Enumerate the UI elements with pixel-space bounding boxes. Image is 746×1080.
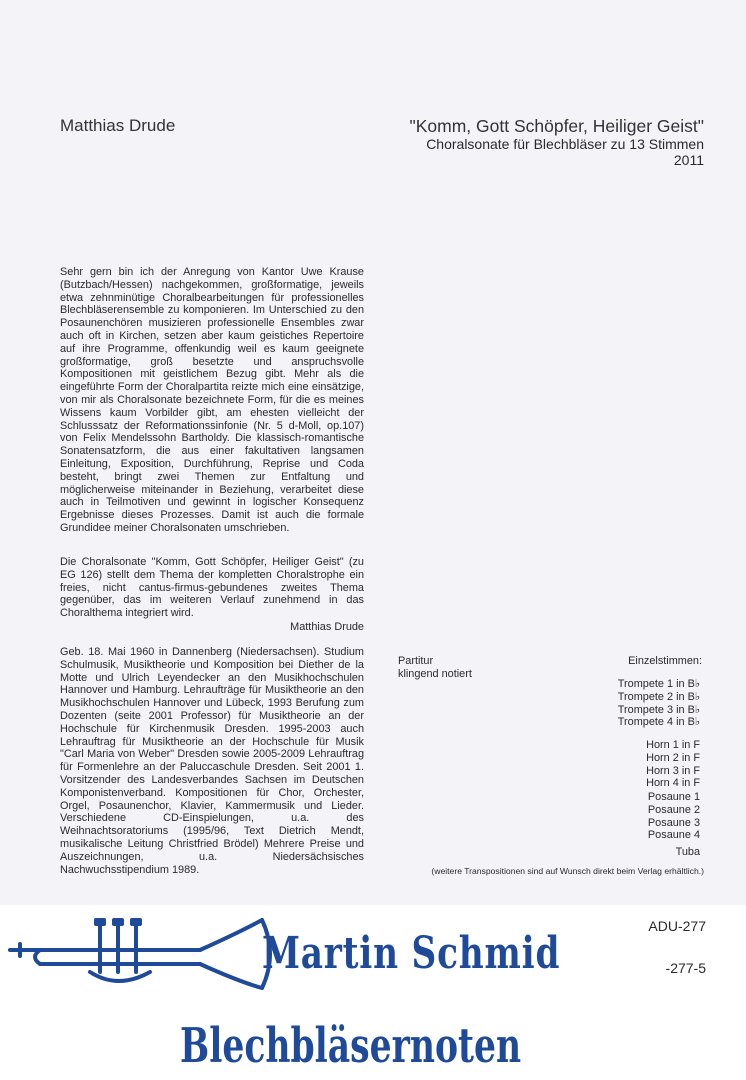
part-item: Posaune 3 — [647, 816, 700, 829]
klingend-label: klingend notiert — [398, 667, 472, 680]
trumpet-parts — [618, 678, 700, 729]
horn-parts — [646, 739, 700, 790]
score-info — [398, 655, 472, 681]
trombone-parts — [648, 791, 700, 842]
signature: Matthias Drude — [290, 621, 364, 633]
partitur-label: Partitur — [398, 655, 434, 667]
publisher-tagline: Blechbläsernoten — [180, 1018, 522, 1074]
biography-text: Geb. 18. Mai 1960 in Dannenberg (Niedersachsen). Studium Schulmusik, Musiktheorie und Komposition bei Diether de la Motte und Ulrich Leyendecker an den Musikhochschulen Hannover und Hamburg. Lehraufträge für Musiktheorie an den Musikhochschulen Hannover und Lübeck, 1993 Berufung zum Dozenten (seite 2001 Professor) für Musiktheorie an der Hochschule für Kirchenmusik Dresden. 1995-2003 auch Lehrauftrag für Musiktheorie an der Hochschule für Musik "Carl Maria von Weber" Dresden sowie 2005-2009 Lehrauftrag für Formenlehre an der Paluccaschule Dresden. Seit 2001 1. Vorsitzender des Landesverbandes Sachsen im Deutschen Komponistenverband. Kompositionen für Chor, Orchester, Orgel, Posaunenchor, Klavier, Kammermusik und Lieder. Verschiedene CD-Einspielungen, u.a. des Weihnachtsoratoriums (1995/96, Text Dietrich Mendt, musikalische Leitung Christfried Brödel) Mehrere Preise und Auszeichnungen, u.a. Niedersächsisches Nachwuchsstipendium 1989. — [60, 646, 364, 876]
part-item: Trompete 1 in B♭ — [617, 678, 700, 690]
parts-heading: Einzelstimmen: — [628, 655, 702, 667]
transposition-note: (weitere Transpositionen sind auf Wunsch direkt beim Verlag erhältlich.) — [431, 866, 704, 876]
description-paragraph-2 — [60, 556, 364, 620]
catalog-code: ADU-277 — [648, 918, 706, 934]
biography — [60, 646, 364, 876]
trumpet-logo-icon — [0, 912, 290, 992]
part-item: Posaune 4 — [647, 829, 700, 842]
publisher-name: Martin Schmid — [262, 928, 561, 979]
part-item: Posaune 2 — [647, 803, 700, 816]
part-item: Horn 3 in F — [646, 764, 700, 777]
part-item: Trompete 3 in B♭ — [617, 703, 700, 716]
part-item: Trompete 4 in B♭ — [617, 716, 700, 729]
piece-year: 2011 — [673, 152, 704, 168]
description-paragraph-1 — [60, 266, 364, 535]
tuba-part: Tuba — [675, 846, 700, 858]
part-item: Posaune 1 — [647, 791, 700, 803]
composer-name: Matthias Drude — [60, 116, 176, 135]
part-item: Horn 2 in F — [646, 751, 700, 764]
part-item: Horn 1 in F — [646, 739, 700, 751]
part-item: Horn 4 in F — [646, 777, 700, 790]
catalog-code-suffix: -277-5 — [665, 960, 706, 976]
piece-title: "Komm, Gott Schöpfer, Heiliger Geist" — [409, 116, 704, 136]
description-text-2: Die Choralsonate "Komm, Gott Schöpfer, Heiliger Geist" (zu EG 126) stellt dem Thema der kompletten Choralstrophe ein freies, nicht cantus-firmus-gebundenes zweites Thema gegenüber, das im weiteren Verlauf zunehmend in das Choralthema integriert wird. — [60, 556, 364, 620]
description-text-1: Sehr gern bin ich der Anregung von Kantor Uwe Krause (Butzbach/Hessen) nachgekommen, großformatige, jeweils etwa zehnminütige Choralbearbeitungen für professionelles Blechbläserensemble zu komponieren. Im Unterschied zu den Posaunenchören musizieren professionelle Ensembles zwar auch oft in Kirchen, setzen aber kaum geistiches Repertoire auf ihre Programme, offenkundig weil es kaum geeignete großformatige, groß besetzte und anspruchsvolle Kompositionen mit geistlichem Bezug gibt. Mehr als die eingeführte Form der Choralpartita reizte mich eine einsätzige, von mir als Choralsonate bezeichnete Form, für die es meines Wissens kaum Vorbilder gibt, am ehesten vielleicht der Schlusssatz der Reformationssinfonie (Nr. 5 d-Moll, op.107) von Felix Mendelssohn Bartholdy. Die klassisch-romantische Sonatensatzform, die aus einer fakultativen langsamen Einleitung, Exposition, Durchführung, Reprise und Coda besteht, bringt zwei Themen zur Entfaltung und möglicherweise miteinander in Beziehung, verarbeitet diese auch in Teilmotiven und gewinnt in logischer Konsequenz Ergebnisse dieses Prozesses. Damit ist auch die formale Grundidee meiner Choralsonaten umschrieben. — [60, 266, 364, 534]
part-item: Trompete 2 in B♭ — [617, 690, 700, 703]
piece-subtitle: Choralsonate für Blechbläser zu 13 Stimmen — [426, 136, 704, 152]
